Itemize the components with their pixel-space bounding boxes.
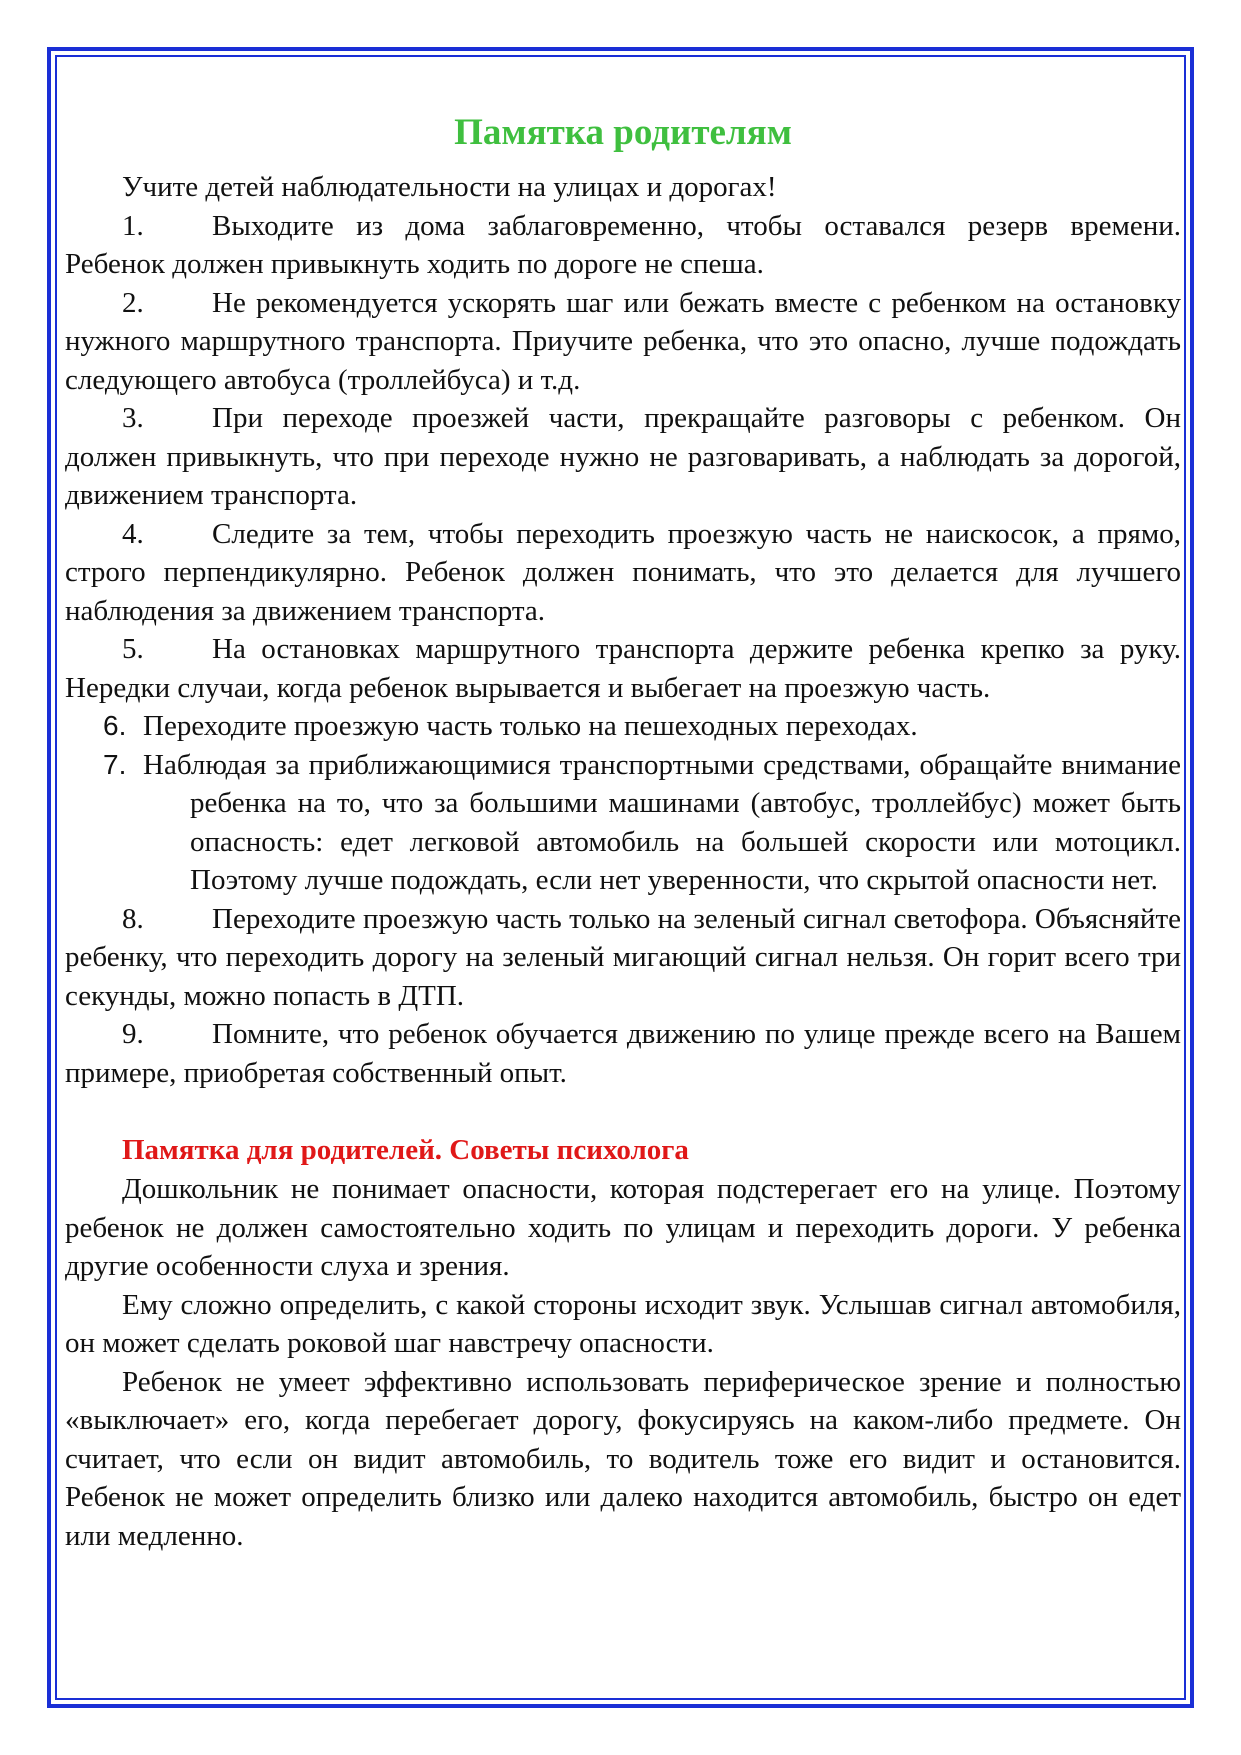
list-item-5 [65,630,1181,707]
list-item-number: 6. [103,710,127,741]
list-item-number: 8. [122,902,144,935]
list-item-8 [65,900,1181,1016]
intro-paragraph: Учите детей наблюдательности на улицах и дорогах! [122,171,777,203]
section-paragraph-2: Ему сложно определить, с какой стороны исходит звук. Услышав сигнал автомобиля, он может сделать роковой шаг навстречу опасности. [65,1288,1181,1359]
section-title: Памятка для родителей. Советы психолога [122,1134,689,1166]
list-item-1 [65,207,1181,284]
list-item-text: Переходите проезжую часть только на зеленый сигнал светофора. Объясняйте ребенку, что переходить дорогу на зеленый мигающий сигнал нельзя. Он горит всего три секунды, можно попасть в ДТП. [65,902,1181,1012]
list-item-2 [65,284,1181,400]
list-item-text: Следите за тем, чтобы переходить проезжую часть не наискосок, а прямо, строго перпендикулярно. Ребенок должен понимать, что это делается для лучшего наблюдения за движением транспорта. [65,517,1181,627]
list-item-6 [65,707,1181,746]
list-item-number: 1. [122,209,144,242]
list-item-7 [65,746,1181,900]
document-page [65,100,1181,1555]
list-item-text: Помните, что ребенок обучается движению по улице прежде всего на Вашем примере, приобретая собственный опыт. [65,1018,1181,1089]
page-title: Памятка родителям [454,112,792,153]
list-item-number: 5. [122,633,144,665]
list-item-text: Не рекомендуется ускорять шаг или бежать вместе с ребенком на остановку нужного маршрутного транспорта. Приучите ребенка, что это опасно, лучше подождать следующего автобуса (троллейбуса) и т.д. [65,286,1181,396]
section-paragraph-3: Ребенок не умеет эффективно использовать периферическое зрение и полностью «выключает» его, когда перебегает дорогу, фокусируясь на каком-либо предмете. Он считает, что если он видит автомобиль, то водитель тоже его видит и остановится. Ребенок не может определить близко или далеко находится автомобиль, быстро он едет или медленно. [65,1365,1181,1552]
section-paragraph-1: Дошкольник не понимает опасности, которая подстерегает его на улице. Поэтому ребенок не должен самостоятельно ходить по улицам и переходить дороги. У ребенка другие особенности слуха и зрения. [65,1173,1181,1282]
list-item-9 [65,1015,1181,1092]
list-item-text: Переходите проезжую часть только на пешеходных переходах. [143,710,918,742]
list-item-text: Наблюдая за приближающимися транспортными средствами, обращайте внимание ребенка на то, что за большими машинами (автобус, троллейбус) может быть опасность: едет легковой автомобиль на большей скорости или мотоцикл. Поэтому лучше подождать, если нет уверенности, что скрытой опасности нет. [143,748,1181,896]
list-item-text: Выходите из дома заблаговременно, чтобы оставался резерв времени. Ребенок должен привыкнуть ходить по дороге не спеша. [65,209,1181,280]
list-item-number: 3. [122,402,144,434]
list-item-text: При переходе проезжей части, прекращайте разговоры с ребенком. Он должен привыкнуть, что при переходе нужно не разговаривать, а наблюдать за дорогой, движением транспорта. [65,402,1181,511]
list-item-number: 2. [122,286,144,319]
list-item-number: 4. [122,517,144,550]
list-item-3 [65,399,1181,515]
list-item-number: 7. [103,748,127,780]
section-gap [65,1092,1181,1130]
list-item-4 [65,515,1181,631]
list-item-text: На остановках маршрутного транспорта держите ребенка крепко за руку. Нередки случаи, когда ребенок вырывается и выбегает на проезжую часть. [65,633,1181,704]
list-item-number: 9. [122,1018,144,1050]
